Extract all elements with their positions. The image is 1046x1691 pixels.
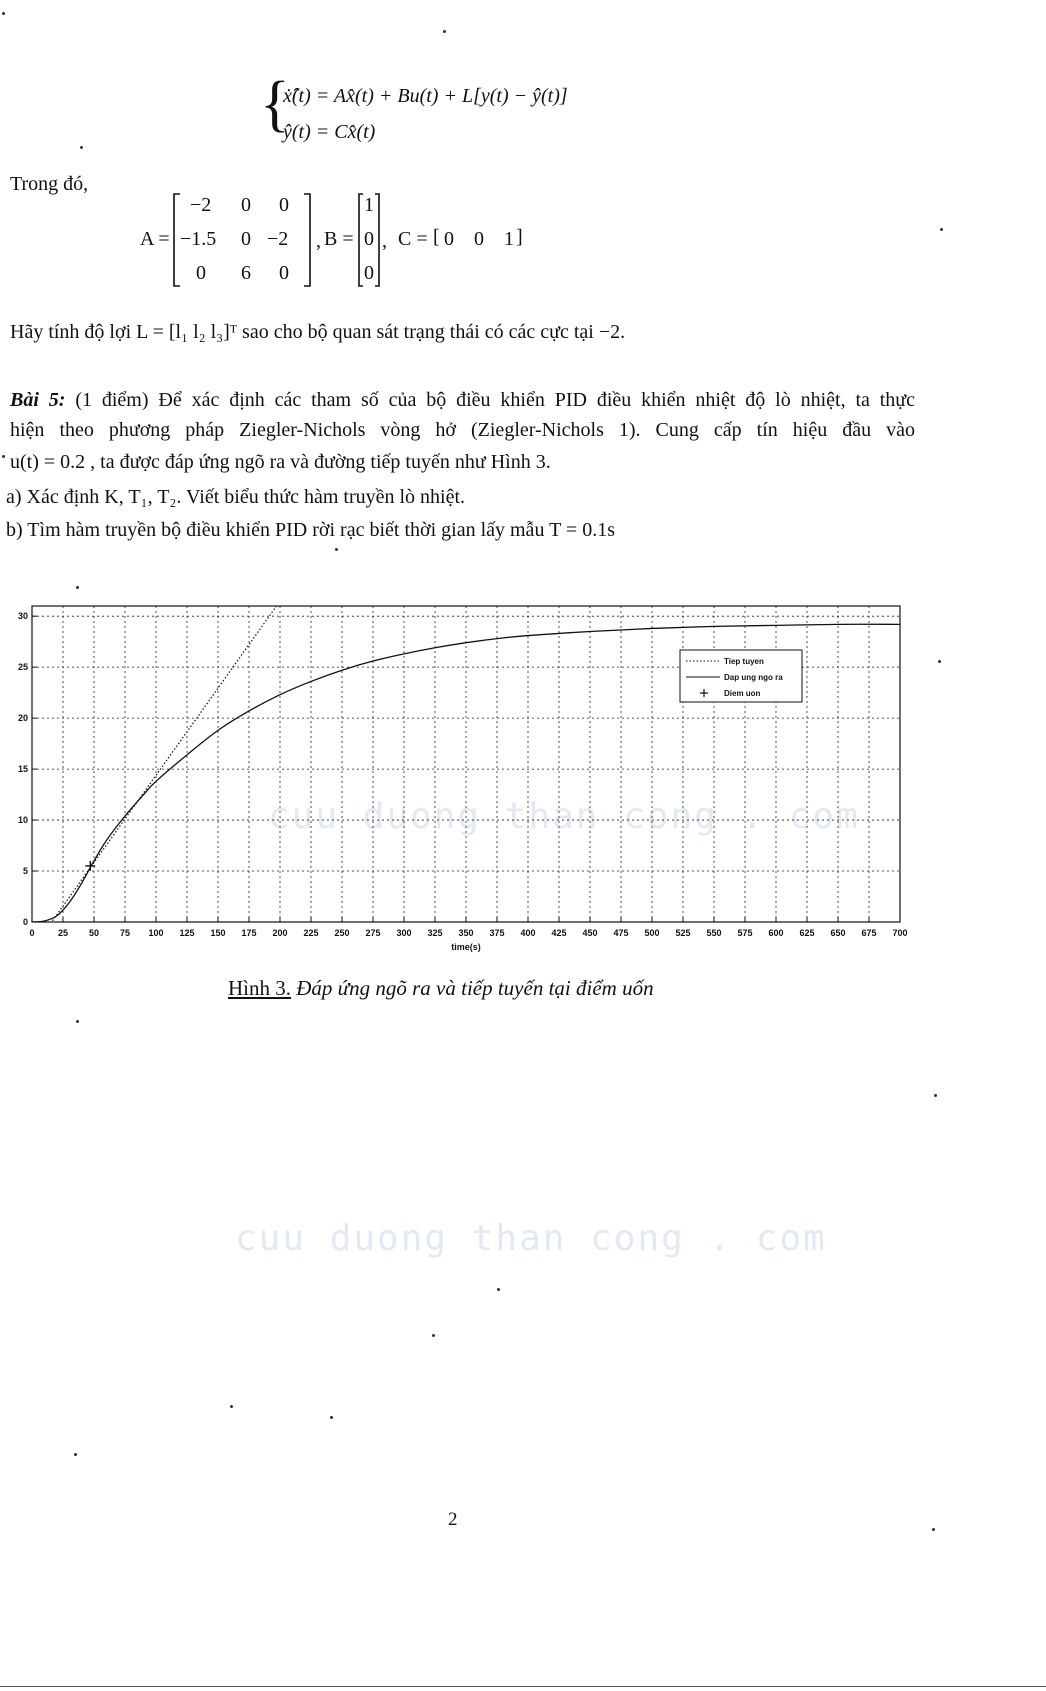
scan-speck xyxy=(932,1528,935,1531)
comma: , xyxy=(382,230,387,252)
y-tick-label: 0 xyxy=(22,917,28,927)
bracket-close: ] xyxy=(516,226,523,248)
gain-question: Hãy tính độ lợi L = [l₁ l₂ l₃]ᵀ sao cho bộ quan sát trạng thái có các cực tại −2. xyxy=(10,321,626,343)
x-tick-label: 150 xyxy=(210,928,226,938)
comma: , xyxy=(316,230,321,252)
problem-5-line-3: u(t) = 0.2 , ta được đáp ứng ngõ ra và đường tiếp tuyến như Hình 3. xyxy=(10,451,551,473)
figure-caption xyxy=(228,976,654,1001)
x-tick-label: 675 xyxy=(861,928,877,938)
matrix-c-label: C = xyxy=(398,228,428,250)
observer-equation-1: ẋ̂(t) = Ax̂(t) + Bu(t) + L[y(t) − ŷ(t)] xyxy=(283,85,568,107)
scan-speck xyxy=(74,1453,77,1456)
x-tick-label: 450 xyxy=(582,928,598,938)
x-tick-label: 550 xyxy=(706,928,722,938)
scan-speck xyxy=(934,1094,937,1097)
x-tick-label: 575 xyxy=(737,928,753,938)
where-label: Trong đó, xyxy=(10,173,89,195)
tangent-line xyxy=(44,596,283,932)
watermark: cuu duong than cong . com xyxy=(235,1218,827,1259)
x-tick-label: 50 xyxy=(88,928,100,938)
step-response-chart xyxy=(8,596,916,966)
matrix-a-cell: 0 xyxy=(279,194,289,216)
observer-equation-2: ŷ(t) = Cx̂(t) xyxy=(283,121,376,143)
x-tick-label: 200 xyxy=(272,928,288,938)
y-tick-label: 20 xyxy=(17,713,28,724)
x-tick-label: 250 xyxy=(334,928,350,938)
scan-speck xyxy=(230,1405,233,1408)
x-tick-label: 500 xyxy=(644,928,660,938)
x-tick-label: 375 xyxy=(489,928,505,938)
matrix-a-cell: −2 xyxy=(267,228,289,250)
matrix-c-cell: 1 xyxy=(504,228,514,250)
scan-speck xyxy=(938,660,941,663)
problem-points: (1 điểm) xyxy=(75,389,149,411)
y-tick-label: 5 xyxy=(22,866,28,877)
matrix-c-cell: 0 xyxy=(474,228,484,250)
watermark: cuu duong than cong . com xyxy=(268,796,860,837)
x-tick-label: 225 xyxy=(303,928,319,938)
matrix-a-cell: 0 xyxy=(196,262,206,284)
matrix-b-cell: 0 xyxy=(364,262,374,284)
matrix-c-cell: 0 xyxy=(444,228,454,250)
matrix-a-cell: −2 xyxy=(190,194,212,216)
x-tick-label: 700 xyxy=(892,928,908,938)
scan-speck xyxy=(443,30,446,33)
x-tick-label: 175 xyxy=(241,928,257,938)
x-tick-label: 25 xyxy=(57,928,69,938)
x-tick-label: 650 xyxy=(830,928,846,938)
x-tick-label: 475 xyxy=(613,928,629,938)
y-tick-label: 15 xyxy=(17,764,28,775)
page-number: 2 xyxy=(448,1509,458,1530)
matrix-b-cell: 0 xyxy=(364,228,374,250)
x-tick-label: 350 xyxy=(458,928,474,938)
problem-5-line-2: hiện theo phương pháp Ziegler-Nichols vòng hở (Ziegler-Nichols 1). Cung cấp tín hiệu đầu vào xyxy=(10,419,915,441)
x-tick-label: 275 xyxy=(365,928,381,938)
y-tick-label: 30 xyxy=(17,611,28,622)
scan-speck xyxy=(330,1416,333,1419)
matrix-b-cell: 1 xyxy=(364,194,374,216)
system-brace: { xyxy=(260,70,290,138)
matrix-a-cell: −1.5 xyxy=(180,228,217,250)
matrix-b-label: B = xyxy=(324,228,354,250)
scan-speck xyxy=(2,455,5,458)
bottom-rule xyxy=(0,1686,1046,1687)
matrix-a-cell: 0 xyxy=(279,262,289,284)
scan-speck xyxy=(432,1334,435,1337)
scan-speck xyxy=(497,1288,500,1291)
matrix-block xyxy=(140,190,560,290)
y-tick-label: 25 xyxy=(17,662,28,673)
x-tick-label: 300 xyxy=(396,928,412,938)
matrix-a-cell: 0 xyxy=(241,194,251,216)
x-tick-label: 125 xyxy=(179,928,195,938)
x-tick-label: 525 xyxy=(675,928,691,938)
problem-line-1-rest: Để xác định các tham số của bộ điều khiển PID điều khiển nhiệt độ lò nhiệt, ta thực xyxy=(158,389,916,411)
x-tick-label: 400 xyxy=(520,928,536,938)
x-tick-label: 100 xyxy=(148,928,164,938)
legend-label: Diem uon xyxy=(724,689,761,698)
problem-5-line-1 xyxy=(10,388,915,412)
legend-label: Tiep tuyen xyxy=(724,657,764,666)
scan-speck xyxy=(940,228,943,231)
matrix-a-label: A = xyxy=(140,228,170,250)
x-tick-label: 625 xyxy=(799,928,815,938)
x-tick-label: 75 xyxy=(119,928,131,938)
problem-part-a: a) Xác định K, T₁, T₂. Viết biểu thức hàm truyền lò nhiệt. xyxy=(6,486,466,508)
matrix-a-cell: 6 xyxy=(241,262,251,284)
x-tick-label: 425 xyxy=(551,928,567,938)
figure-caption-text: Đáp ứng ngõ ra và tiếp tuyến tại điểm uốn xyxy=(296,976,654,1000)
matrix-a-cell: 0 xyxy=(241,228,251,250)
legend-label: Dap ung ngo ra xyxy=(724,673,783,682)
scan-speck xyxy=(335,548,338,551)
scan-speck xyxy=(76,586,79,589)
scan-speck xyxy=(2,12,5,15)
x-tick-label: 600 xyxy=(768,928,784,938)
problem-part-b: b) Tìm hàm truyền bộ điều khiển PID rời rạc biết thời gian lấy mẫu T = 0.1s xyxy=(6,519,615,541)
problem-title: Bài 5: xyxy=(10,389,66,411)
x-tick-label: 325 xyxy=(427,928,443,938)
y-tick-label: 10 xyxy=(17,815,28,826)
scan-speck xyxy=(80,146,83,149)
figure-caption-label: Hình 3. xyxy=(228,976,291,1000)
x-axis-label: time(s) xyxy=(451,942,481,952)
bracket-open: [ xyxy=(433,226,440,248)
x-tick-label: 0 xyxy=(29,928,35,938)
scan-speck xyxy=(76,1020,79,1023)
